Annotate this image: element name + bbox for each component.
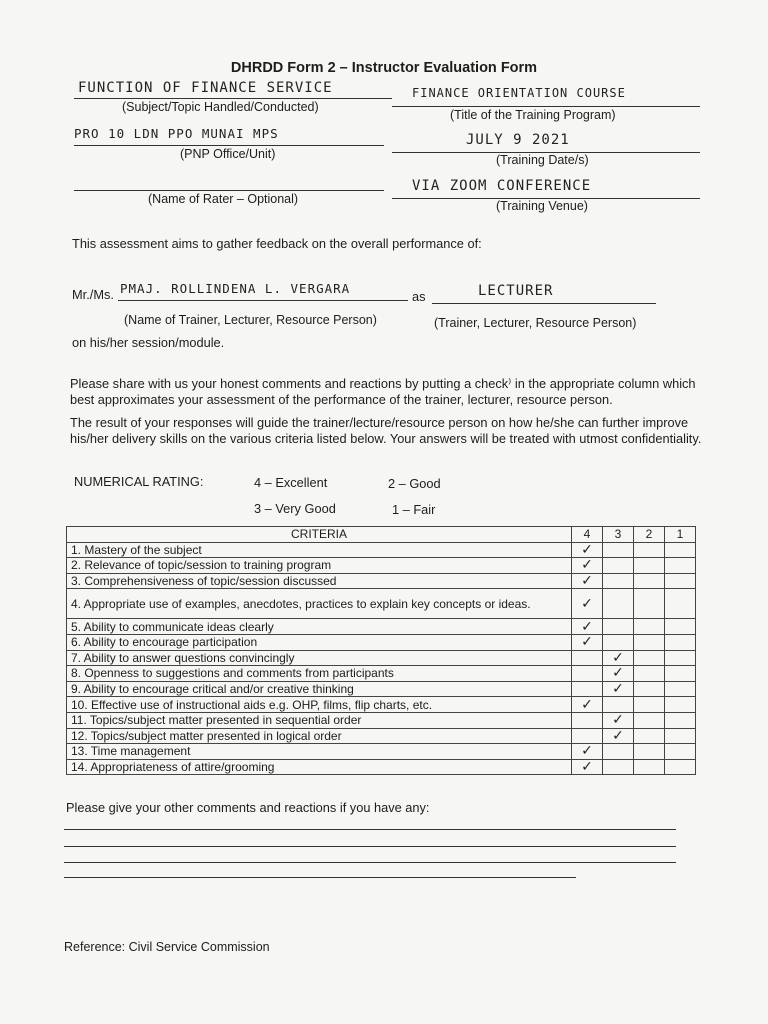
rating-4-cell[interactable] — [572, 759, 603, 775]
rating-1-cell[interactable] — [665, 681, 696, 697]
office-caption: (PNP Office/Unit) — [180, 147, 276, 161]
rating-4-cell[interactable] — [572, 712, 603, 728]
subject-caption: (Subject/Topic Handled/Conducted) — [122, 100, 319, 114]
intro-text: This assessment aims to gather feedback on the overall performance of: — [72, 236, 482, 251]
rating-3-cell[interactable] — [603, 744, 634, 760]
criteria-label: 2. Relevance of topic/session to training program — [67, 558, 572, 574]
trainer-role-value[interactable]: LECTURER — [478, 283, 554, 299]
check-mark-icon: ✓ — [581, 759, 593, 776]
rating-4-excellent: 4 – Excellent — [254, 475, 328, 490]
rating-4-cell[interactable] — [572, 697, 603, 713]
rating-4-cell[interactable] — [572, 589, 603, 619]
criteria-label: 3. Comprehensiveness of topic/session discussed — [67, 573, 572, 589]
criteria-label: 6. Ability to encourage participation — [67, 634, 572, 650]
session-text: on his/her session/module. — [72, 335, 225, 350]
rating-4-cell[interactable] — [572, 681, 603, 697]
trainer-name-underline — [118, 300, 408, 301]
criteria-label: 7. Ability to answer questions convincingly — [67, 650, 572, 666]
criteria-row — [67, 589, 696, 619]
office-underline — [74, 145, 384, 146]
rating-3-cell[interactable] — [603, 634, 634, 650]
rating-2-cell[interactable] — [634, 619, 665, 635]
check-mark-icon: ✓ — [612, 649, 624, 666]
check-mark-icon: ✓ — [581, 595, 593, 612]
rating-3-cell[interactable] — [603, 697, 634, 713]
trainer-name-value[interactable]: PMAJ. ROLLINDENA L. VERGARA — [120, 281, 351, 296]
criteria-label: 5. Ability to communicate ideas clearly — [67, 619, 572, 635]
criteria-label: 9. Ability to encourage critical and/or creative thinking — [67, 681, 572, 697]
check-mark-icon: ✓ — [612, 712, 624, 729]
rating-3-cell[interactable] — [603, 681, 634, 697]
subject-underline — [74, 98, 392, 99]
rating-4-cell[interactable] — [572, 666, 603, 682]
comment-line-1[interactable] — [64, 829, 676, 830]
criteria-row — [67, 573, 696, 589]
venue-caption: (Training Venue) — [496, 199, 588, 213]
rating-2-cell[interactable] — [634, 650, 665, 666]
criteria-row — [67, 712, 696, 728]
rating-1-cell[interactable] — [665, 650, 696, 666]
criteria-row — [67, 744, 696, 760]
rating-2-good: 2 – Good — [388, 476, 441, 491]
criteria-row — [67, 666, 696, 682]
check-mark-icon: ✓ — [612, 681, 624, 698]
comment-line-2[interactable] — [64, 846, 676, 847]
criteria-row — [67, 759, 696, 775]
program-caption: (Title of the Training Program) — [450, 108, 616, 122]
criteria-label: 14. Appropriateness of attire/grooming — [67, 759, 572, 775]
criteria-label: 4. Appropriate use of examples, anecdotes, practices to explain key concepts or ideas. — [67, 589, 572, 619]
rating-1-cell[interactable] — [665, 589, 696, 619]
rating-1-cell[interactable] — [665, 728, 696, 744]
rating-3-cell[interactable] — [603, 589, 634, 619]
reference-note: Reference: Civil Service Commission — [64, 940, 270, 954]
rating-2-cell[interactable] — [634, 728, 665, 744]
criteria-label: 1. Mastery of the subject — [67, 542, 572, 558]
rating-3-cell[interactable] — [603, 573, 634, 589]
rating-2-cell[interactable] — [634, 589, 665, 619]
trainer-name-caption: (Name of Trainer, Lecturer, Resource Person) — [124, 313, 377, 327]
rating-1-cell[interactable] — [665, 573, 696, 589]
rating-4-header: 4 — [572, 527, 603, 543]
trainer-prefix: Mr./Ms. — [72, 287, 114, 302]
rating-3-cell[interactable] — [603, 666, 634, 682]
rating-2-cell[interactable] — [634, 666, 665, 682]
rating-1-cell[interactable] — [665, 666, 696, 682]
comment-line-3[interactable] — [64, 862, 676, 863]
rating-2-cell[interactable] — [634, 759, 665, 775]
check-mark-icon: ✓ — [581, 696, 593, 713]
criteria-table — [66, 526, 696, 775]
rating-2-cell[interactable] — [634, 542, 665, 558]
criteria-label: 11. Topics/subject matter presented in sequential order — [67, 712, 572, 728]
numerical-rating-label: NUMERICAL RATING: — [74, 474, 204, 489]
date-value[interactable]: JULY 9 2021 — [466, 132, 570, 148]
rating-2-cell[interactable] — [634, 712, 665, 728]
criteria-row — [67, 542, 696, 558]
rating-4-cell[interactable] — [572, 542, 603, 558]
rating-3-cell[interactable] — [603, 619, 634, 635]
rating-3-cell[interactable] — [603, 728, 634, 744]
criteria-row — [67, 619, 696, 635]
criteria-row — [67, 634, 696, 650]
rating-1-cell[interactable] — [665, 542, 696, 558]
rater-underline — [74, 190, 384, 191]
criteria-label: 10. Effective use of instructional aids e.g. OHP, films, flip charts, etc. — [67, 697, 572, 713]
subject-value[interactable]: FUNCTION OF FINANCE SERVICE — [78, 80, 333, 96]
rating-1-header: 1 — [665, 527, 696, 543]
trainer-role-caption: (Trainer, Lecturer, Resource Person) — [434, 316, 637, 330]
program-underline — [392, 106, 700, 107]
rating-1-cell[interactable] — [665, 744, 696, 760]
comment-line-4[interactable] — [64, 877, 576, 878]
criteria-row — [67, 728, 696, 744]
rating-2-cell[interactable] — [634, 681, 665, 697]
check-mark-icon: ✓ — [581, 634, 593, 651]
rating-2-cell[interactable] — [634, 558, 665, 574]
criteria-row — [67, 681, 696, 697]
rating-1-cell[interactable] — [665, 697, 696, 713]
rating-4-cell[interactable] — [572, 619, 603, 635]
check-mark-icon: ✓ — [581, 557, 593, 574]
confidentiality-paragraph: The result of your responses will guide the trainer/lecture/resource person on how he/she can further improve his/her delivery skills on the various criteria listed below. Your answers will be treated with utmost confidentiality. — [70, 415, 702, 446]
instructions-paragraph: Please share with us your honest comments and reactions by putting a check⁾ in the appropriate column which best approximates your assessment of the performance of the trainer, lecturer, resource person. — [70, 376, 696, 407]
check-mark-icon: ✓ — [581, 743, 593, 760]
rating-2-cell[interactable] — [634, 697, 665, 713]
criteria-row — [67, 650, 696, 666]
check-mark-icon: ✓ — [581, 618, 593, 635]
check-mark-icon: ✓ — [612, 665, 624, 682]
trainer-role-underline — [432, 303, 656, 304]
rating-3-cell[interactable] — [603, 759, 634, 775]
rater-caption: (Name of Rater – Optional) — [148, 192, 299, 206]
rating-1-cell[interactable] — [665, 634, 696, 650]
rating-1-cell[interactable] — [665, 619, 696, 635]
rating-1-cell[interactable] — [665, 712, 696, 728]
rating-3-very-good: 3 – Very Good — [254, 501, 336, 516]
comments-prompt: Please give your other comments and reactions if you have any: — [66, 800, 430, 815]
office-value[interactable]: PRO 10 LDN PPO MUNAI MPS — [74, 126, 279, 141]
rating-3-header: 3 — [603, 527, 634, 543]
rating-1-cell[interactable] — [665, 759, 696, 775]
criteria-header: CRITERIA — [67, 527, 572, 543]
check-mark-icon: ✓ — [581, 541, 593, 558]
date-caption: (Training Date/s) — [496, 153, 589, 167]
rating-2-cell[interactable] — [634, 744, 665, 760]
rating-3-cell[interactable] — [603, 712, 634, 728]
rating-2-cell[interactable] — [634, 573, 665, 589]
criteria-table-body — [67, 542, 696, 775]
criteria-row — [67, 558, 696, 574]
rating-4-cell[interactable] — [572, 650, 603, 666]
criteria-label: 13. Time management — [67, 744, 572, 760]
rating-1-fair: 1 – Fair — [392, 502, 436, 517]
rating-3-cell[interactable] — [603, 558, 634, 574]
criteria-row — [67, 697, 696, 713]
criteria-label: 12. Topics/subject matter presented in logical order — [67, 728, 572, 744]
program-value[interactable]: FINANCE ORIENTATION COURSE — [412, 86, 626, 100]
rating-2-cell[interactable] — [634, 634, 665, 650]
check-mark-icon: ✓ — [581, 573, 593, 590]
rating-4-cell[interactable] — [572, 634, 603, 650]
check-mark-icon: ✓ — [612, 727, 624, 744]
form-title: DHRDD Form 2 – Instructor Evaluation Form — [230, 60, 538, 76]
rating-2-header: 2 — [634, 527, 665, 543]
venue-value[interactable]: VIA ZOOM CONFERENCE — [412, 178, 592, 194]
criteria-header-row — [67, 527, 696, 543]
rating-1-cell[interactable] — [665, 558, 696, 574]
rating-4-cell[interactable] — [572, 573, 603, 589]
rating-4-cell[interactable] — [572, 744, 603, 760]
rating-4-cell[interactable] — [572, 558, 603, 574]
criteria-label: 8. Openness to suggestions and comments from participants — [67, 666, 572, 682]
rating-3-cell[interactable] — [603, 542, 634, 558]
rating-4-cell[interactable] — [572, 728, 603, 744]
as-label: as — [412, 289, 426, 304]
rating-3-cell[interactable] — [603, 650, 634, 666]
